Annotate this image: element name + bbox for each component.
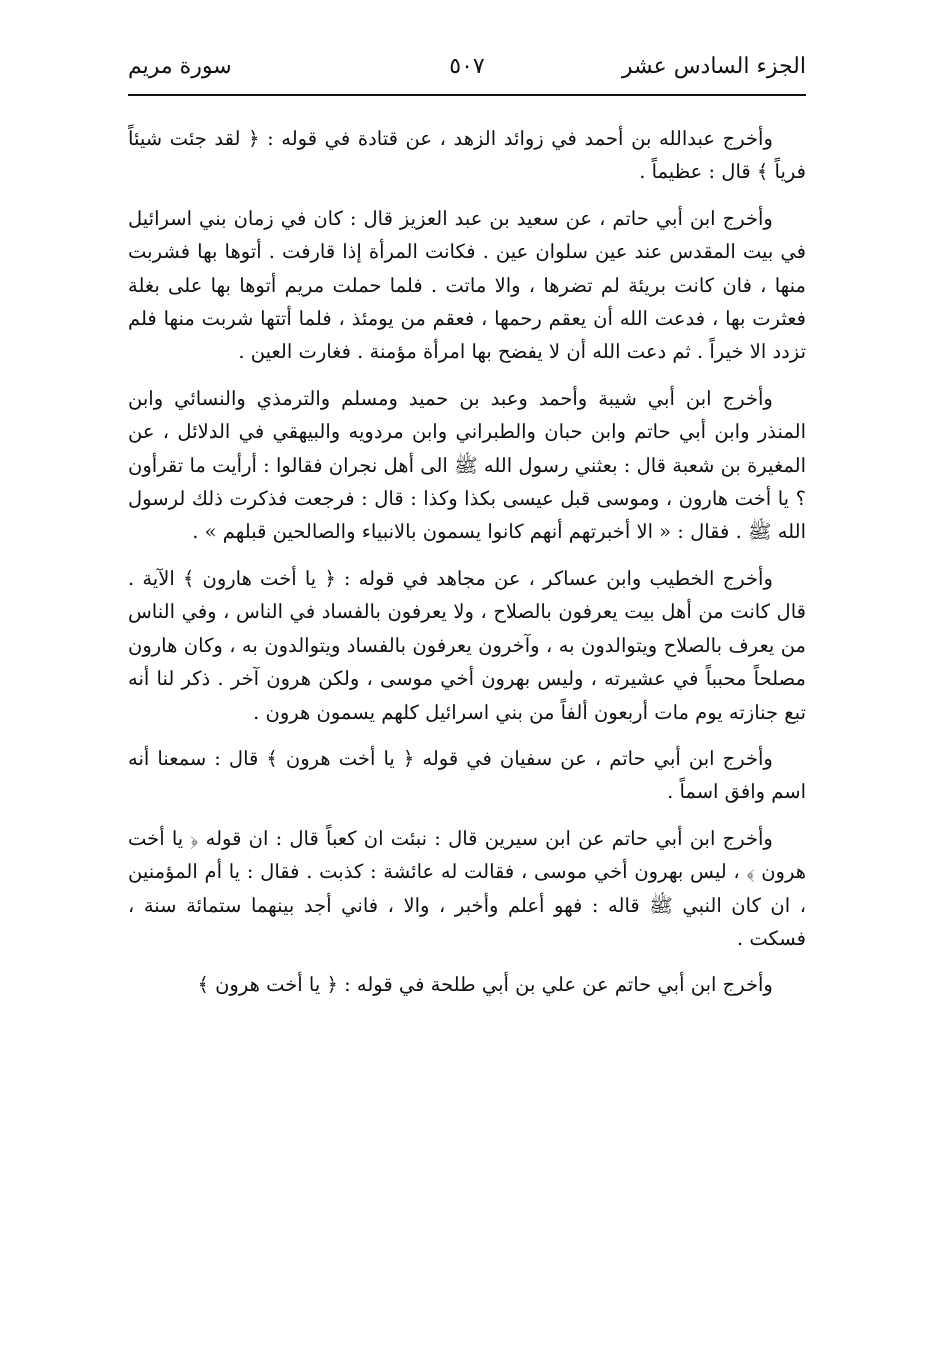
- paragraph-2: وأخرج ابن أبي حاتم ، عن سعيد بن عبد العزيز قال : كان في زمان بني اسرائيل في بيت المقدس عند عين سلوان عين . فكانت المرأة إذا قارفت . أتوها بها فشربت منها ، فان كانت بريئة لم تضرها ، والا ماتت . فلما حملت مريم أتوها بها على بغلة فعثرت بها ، فدعت الله أن يعقم رحمها ، فعقم من يومئذ ، فلما أتتها شربت منها فلم تزدد الا خيراً . ثم دعت الله أن لا يفضح بها امرأة مؤمنة . فغارت العين .: [128, 206, 806, 364]
- page-header: [128, 44, 806, 90]
- page-number: ٥٠٧: [449, 54, 485, 79]
- header-divider: [128, 94, 806, 96]
- page-body: [128, 122, 806, 1015]
- paragraph-6: وأخرج ابن أبي حاتم عن ابن سيرين قال : نبئت ان كعباً قال : ان قوله ﴿ يا أخت هرون ﴾ ، ليس بهرون أخي موسى ، فقالت له عائشة : كذبت . فقال : يا أم المؤمنين ، ان كان النبي ﷺ قاله : فهو أعلم وأخبر ، والا ، فاني أجد بينهما ستمائة سنة ، فسكت .: [128, 826, 806, 950]
- paragraph-7: وأخرج ابن أبي حاتم عن علي بن أبي طلحة في قوله : ﴿ يا أخت هرون ﴾: [197, 973, 773, 997]
- surah-title: سورة مريم: [128, 54, 232, 79]
- paragraph-5: وأخرج ابن أبي حاتم ، عن سفيان في قوله ﴿ يا أخت هرون ﴾ قال : سمعنا أنه اسم وافق اسماً .: [128, 746, 806, 804]
- paragraph-3: وأخرج ابن أبي شيبة وأحمد وعبد بن حميد ومسلم والترمذي والنسائي وابن المنذر وابن أبي حاتم وابن حبان والطبراني وابن مردويه والبيهقي في الدلائل ، عن المغيرة بن شعبة قال : بعثني رسول الله ﷺ الى أهل نجران فقالوا : أرأيت ما تقرأون ؟ يا أخت هارون ، وموسى قبل عيسى بكذا وكذا : قال : فرجعت فذكرت ذلك لرسول الله ﷺ . فقال : « الا أخبرتهم أنهم كانوا يسمون بالانبياء والصالحين قبلهم » .: [128, 386, 806, 544]
- paragraph-1: وأخرج عبدالله بن أحمد في زوائد الزهد ، عن قتادة في قوله : ﴿ لقد جئت شيئاً فرياً ﴾ قال : عظيماً .: [128, 127, 806, 184]
- paragraph-4: وأخرج الخطيب وابن عساكر ، عن مجاهد في قوله : ﴿ يا أخت هارون ﴾ الآية . قال كانت من أهل بيت يعرفون بالصلاح ، ولا يعرفون بالفساد في الناس ، وفي الناس من يعرف بالصلاح ويتوالدون به ، وآخرون يعرفون بالفساد ويتوالدون به ، وكان هارون مصلحاً محبباً في عشيرته ، وليس بهرون أخي موسى ، ولكن هرون آخر . ذكر لنا أنه تبع جنازته يوم مات أربعون ألفاً من بني اسرائيل كلهم يسمون هرون .: [128, 566, 806, 724]
- part-title: الجزء السادس عشر: [621, 54, 806, 79]
